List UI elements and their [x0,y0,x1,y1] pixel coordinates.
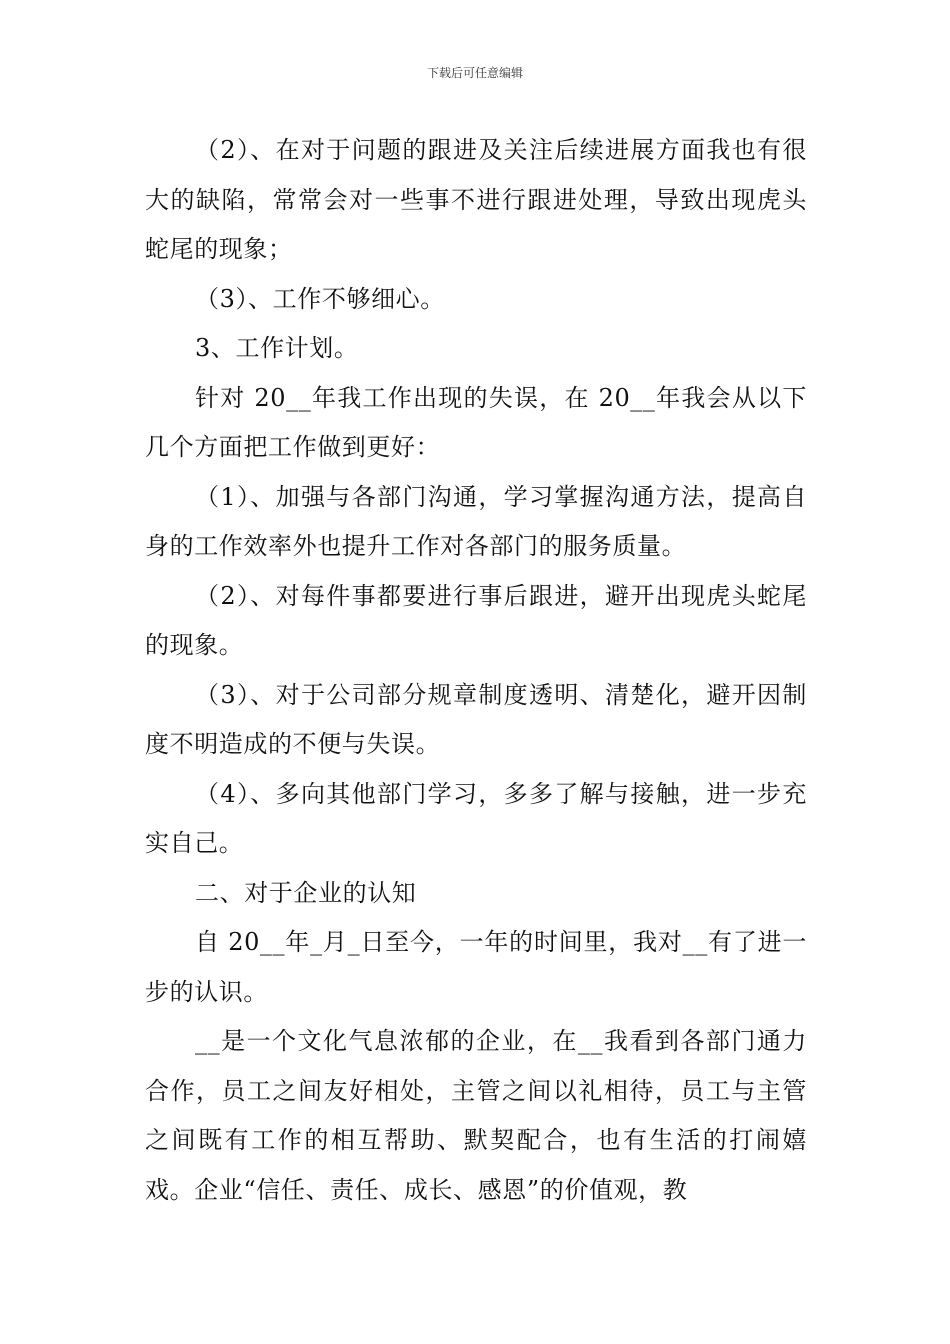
paragraph: 针对 20__年我工作出现的失误，在 20__年我会从以下几个方面把工作做到更好： [145,383,807,461]
paragraph: （1）、加强与各部门沟通，学习掌握沟通方法，提高自身的工作效率外也提升工作对各部门的服务质量。 [145,482,807,560]
paragraph: （3）、对于公司部分规章制度透明、清楚化，避开因制度不明造成的不便与失误。 [145,680,807,758]
section-heading: 3、工作计划。 [195,334,359,362]
paragraph: （2）、对每件事都要进行事后跟进，避开出现虎头蛇尾的现象。 [145,581,807,659]
document-body [145,126,807,1215]
paragraph: （2）、在对于问题的跟进及关注后续进展方面我也有很大的缺陷，常常会对一些事不进行跟进处理，导致出现虎头蛇尾的现象； [145,136,807,263]
paragraph: __是一个文化气息浓郁的企业，在__我看到各部门通力合作，员工之间友好相处，主管之间以礼相待，员工与主管之间既有工作的相互帮助、默契配合，也有生活的打闹嬉戏。企业“信任、责任、成长、感恩”的价值观，教 [145,1027,807,1204]
paragraph: （4）、多向其他部门学习，多多了解与接触，进一步充实自己。 [145,779,807,857]
paragraph: （3）、工作不够细心。 [195,284,445,313]
paragraph: 自 20__年_月_日至今，一年的时间里，我对__有了进一步的认识。 [145,928,807,1006]
section-heading: 二、对于企业的认知 [195,878,417,907]
page-header: 下载后可任意编辑 [426,66,523,80]
